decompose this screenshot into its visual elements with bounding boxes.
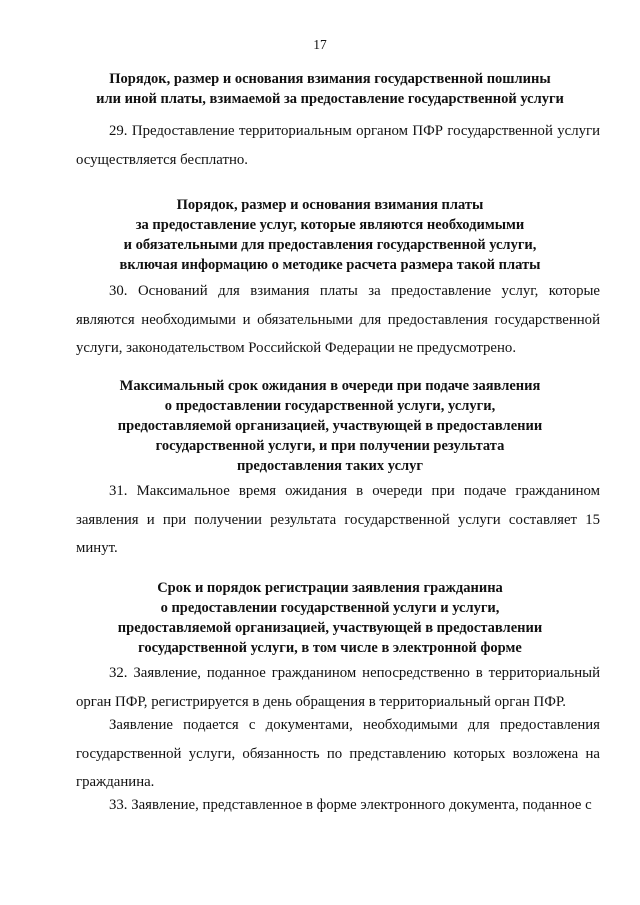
section-heading-payment-basis <box>60 195 600 275</box>
paragraph-32: 32. Заявление, поданное гражданином непосредственно в территориальный орган ПФР, регистрируется в день обращения в территориальный орган ПФР. <box>76 665 600 710</box>
heading-line: государственной услуги, и при получении результата <box>155 438 505 454</box>
paragraph-32-continued: Заявление подается с документами, необходимыми для предоставления государственной услуги, обязанность по представлению которых возложена на гражданина. <box>76 717 600 790</box>
heading-line: предоставляемой организацией, участвующей в предоставлении <box>117 418 543 434</box>
heading-line: о предоставлении государственной услуги и услуги, <box>160 600 500 616</box>
heading-line: или иной платы, взимаемой за предоставление государственной услуги <box>96 91 564 107</box>
heading-line: предоставления таких услуг <box>237 458 423 474</box>
paragraph-31: 31. Максимальное время ожидания в очереди при подаче гражданином заявления и при получении результата государственной услуги составляет 15 минут. <box>76 483 600 556</box>
paragraph-30: 30. Оснований для взимания платы за предоставление услуг, которые являются необходимыми и обязательными для предоставления государственной услуги, законодательством Российской Федерации не предусмотрено. <box>76 283 600 356</box>
heading-line: Порядок, размер и основания взимания государственной пошлины <box>109 71 551 87</box>
heading-line: включая информацию о методике расчета размера такой платы <box>119 257 541 273</box>
heading-line: государственной услуги, в том числе в электронной форме <box>138 640 522 656</box>
heading-line: Максимальный срок ожидания в очереди при подаче заявления <box>119 378 541 394</box>
heading-line: Срок и порядок регистрации заявления гражданина <box>157 580 503 596</box>
section-heading-registration <box>60 578 600 658</box>
paragraph-33: 33. Заявление, представленное в форме электронного документа, поданное с <box>109 797 592 813</box>
heading-line: за предоставление услуг, которые являются необходимыми <box>135 217 525 233</box>
heading-line: Порядок, размер и основания взимания платы <box>176 197 484 213</box>
section-heading-queue-time <box>60 376 600 476</box>
page-number: 17 <box>313 37 327 52</box>
section-heading-fee <box>60 69 600 109</box>
paragraph-29: 29. Предоставление территориальным органом ПФР государственной услуги осуществляется бесплатно. <box>76 123 600 168</box>
heading-line: о предоставлении государственной услуги, услуги, <box>164 398 496 414</box>
heading-line: предоставляемой организацией, участвующей в предоставлении <box>117 620 543 636</box>
heading-line: и обязательными для предоставления государственной услуги, <box>123 237 537 253</box>
